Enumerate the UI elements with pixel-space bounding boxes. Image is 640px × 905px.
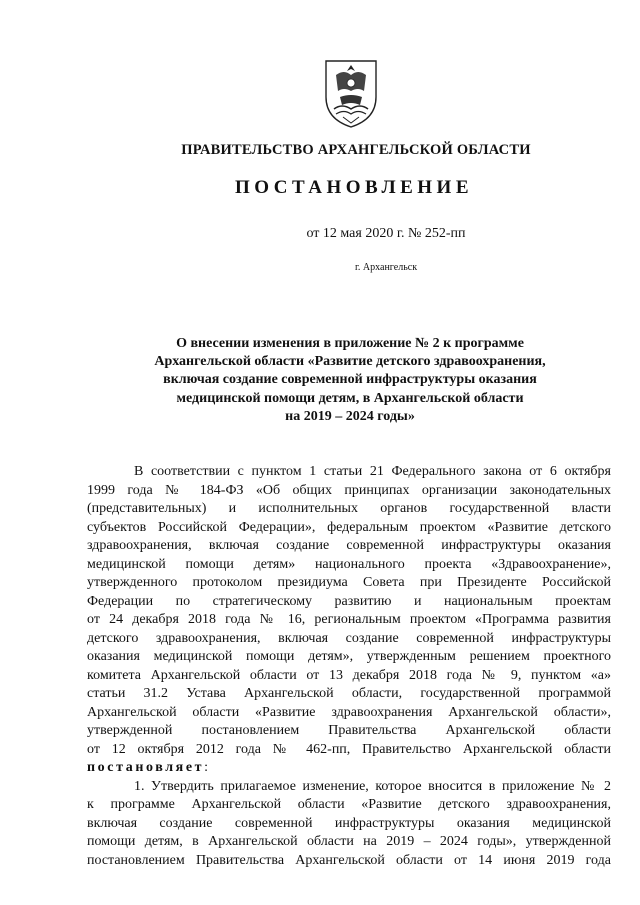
body-line: утвержденной постановлением Правительства Архангельской области (87, 723, 611, 738)
body-line: 1999 года № 184-ФЗ «Об общих принципах организации законодательных (87, 482, 611, 498)
item-line: помощи детям, в Архангельской области на 2019 – 2024 годы», утвержденной (87, 834, 611, 849)
title-line: Архангельской области «Развитие детского здравоохранения, (154, 354, 546, 370)
body-line: В соответствии с пунктом 1 статьи 21 Федерального закона от 6 октября (134, 464, 611, 479)
title-line: О внесении изменения в приложение № 2 к программе (176, 336, 524, 351)
body-line: комитета Архангельской области от 13 декабря 2018 года № 9, пунктом «а» (87, 667, 611, 683)
resolves-line (87, 759, 611, 778)
body-line: оказания медицинской помощи детям», утвержденным решением проектного (87, 649, 611, 664)
coat-of-arms-emblem (322, 57, 380, 129)
body-line: от 24 декабря 2018 года № 16, региональным проектом «Программа развития (87, 612, 611, 627)
body-line: утвержденного протоколом президиума Совета при Президенте Российской (87, 575, 611, 590)
body-line: Федерации по стратегическому развитию и национальным проектам (87, 593, 611, 609)
item-line: включая создание современной инфраструктуры оказания медицинской (87, 815, 611, 831)
title-line: медицинской помощи детям, в Архангельской области (176, 390, 524, 406)
body-line: детского здравоохранения, включая создание современной инфраструктуры (87, 630, 611, 646)
resolves-colon: : (204, 760, 209, 775)
body-line: субъектов Российской Федерации», федеральным проектом «Развитие детского (87, 519, 611, 535)
title-line: включая создание современной инфраструктуры оказания (163, 372, 537, 388)
decree-body (87, 463, 611, 870)
date-and-number: от 12 мая 2020 г. № 252-пп (306, 226, 466, 241)
item-line: к программе Архангельской области «Развитие детского здравоохранения, (87, 797, 611, 812)
title-line: на 2019 – 2024 годы» (285, 408, 415, 424)
document-type: ПОСТАНОВЛЕНИЕ (234, 177, 474, 198)
body-line: статьи 31.2 Устава Архангельской области, государственной программой (87, 686, 611, 701)
body-line: от 12 октября 2012 года № 462-пп, Правительство Архангельской области (87, 741, 611, 757)
government-name: ПРАВИТЕЛЬСТВО АРХАНГЕЛЬСКОЙ ОБЛАСТИ (181, 142, 531, 158)
item-line: 1. Утвердить прилагаемое изменение, которое вносится в приложение № 2 (134, 778, 611, 794)
item-line: постановлением Правительства Архангельской области от 14 июня 2019 года (87, 852, 611, 868)
body-line: здравоохранения, включая создание современной инфраструктуры оказания (87, 538, 611, 553)
body-line: медицинской помощи детям» национального проекта «Здравоохранение», (87, 556, 611, 572)
city: г. Архангельск (354, 262, 418, 273)
resolves-word: постановляет (87, 760, 205, 775)
decree-title (112, 335, 588, 426)
body-line: (представительных) и исполнительных органов государственной власти (87, 501, 611, 516)
body-line: Архангельской области «Развитие здравоохранения Архангельской области», (87, 704, 611, 720)
